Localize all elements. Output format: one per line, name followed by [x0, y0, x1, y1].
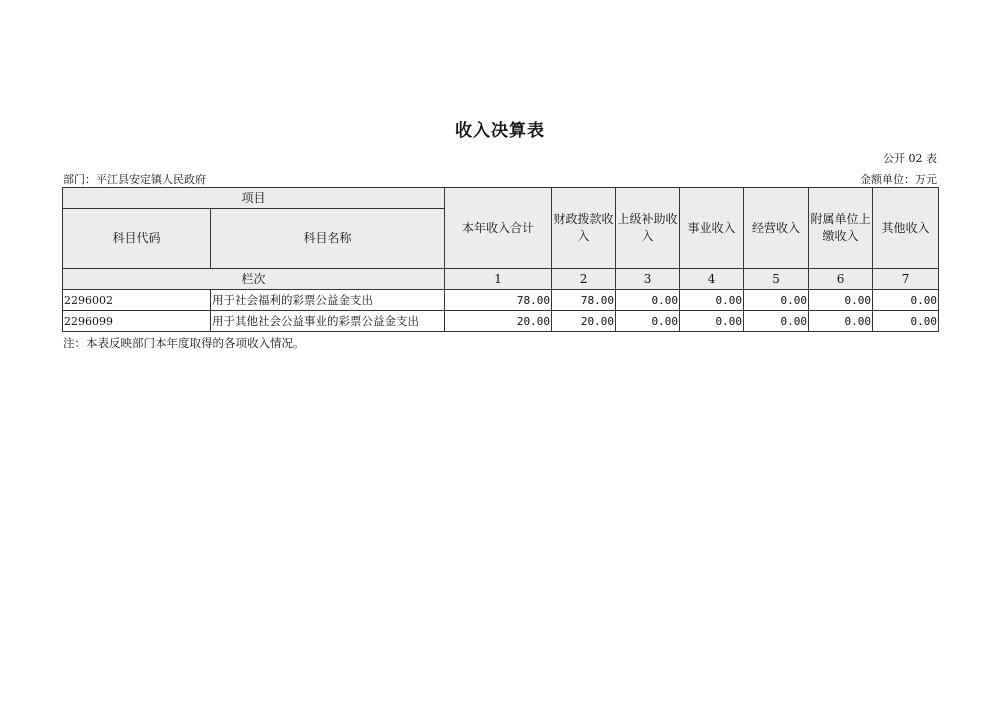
subject-name: 用于其他社会公益事业的彩票公益金支出	[211, 311, 445, 332]
column-header: 其他收入	[873, 188, 939, 269]
column-index: 3	[616, 269, 680, 290]
column-index: 6	[809, 269, 873, 290]
amount-cell: 0.00	[744, 311, 809, 332]
amount-cell: 0.00	[680, 311, 744, 332]
amount-cell: 0.00	[616, 290, 680, 311]
table-row	[63, 311, 939, 332]
column-index: 7	[873, 269, 939, 290]
amount-cell: 20.00	[445, 311, 552, 332]
column-header: 本年收入合计	[445, 188, 552, 269]
amount-cell: 0.00	[873, 311, 939, 332]
amount-cell: 78.00	[552, 290, 616, 311]
column-header: 经营收入	[744, 188, 809, 269]
subject-code: 2296002	[63, 290, 211, 311]
table-row	[63, 290, 939, 311]
amount-cell: 0.00	[809, 311, 873, 332]
subject-code-header: 科目代码	[63, 209, 211, 269]
project-header: 项目	[63, 188, 445, 209]
amount-cell: 0.00	[744, 290, 809, 311]
column-index: 2	[552, 269, 616, 290]
page-title: 收入决算表	[455, 121, 545, 141]
row-index-label: 栏次	[63, 269, 445, 290]
column-header: 附属单位上缴收入	[809, 188, 873, 269]
column-index: 5	[744, 269, 809, 290]
subject-code: 2296099	[63, 311, 211, 332]
subject-name-header: 科目名称	[211, 209, 445, 269]
amount-unit-label: 金额单位：万元	[860, 173, 937, 186]
column-header: 财政拨款收入	[552, 188, 616, 269]
column-header: 事业收入	[680, 188, 744, 269]
column-header: 上级补助收入	[616, 188, 680, 269]
table-note: 注：本表反映部门本年度取得的各项收入情况。	[63, 336, 305, 350]
income-table	[62, 187, 939, 332]
form-number: 公开 02 表	[883, 152, 937, 165]
amount-cell: 0.00	[873, 290, 939, 311]
column-index: 1	[445, 269, 552, 290]
amount-cell: 0.00	[809, 290, 873, 311]
amount-cell: 20.00	[552, 311, 616, 332]
amount-cell: 0.00	[680, 290, 744, 311]
department-label: 部门：平江县安定镇人民政府	[63, 173, 206, 186]
column-index: 4	[680, 269, 744, 290]
subject-name: 用于社会福利的彩票公益金支出	[211, 290, 445, 311]
amount-cell: 78.00	[445, 290, 552, 311]
amount-cell: 0.00	[616, 311, 680, 332]
